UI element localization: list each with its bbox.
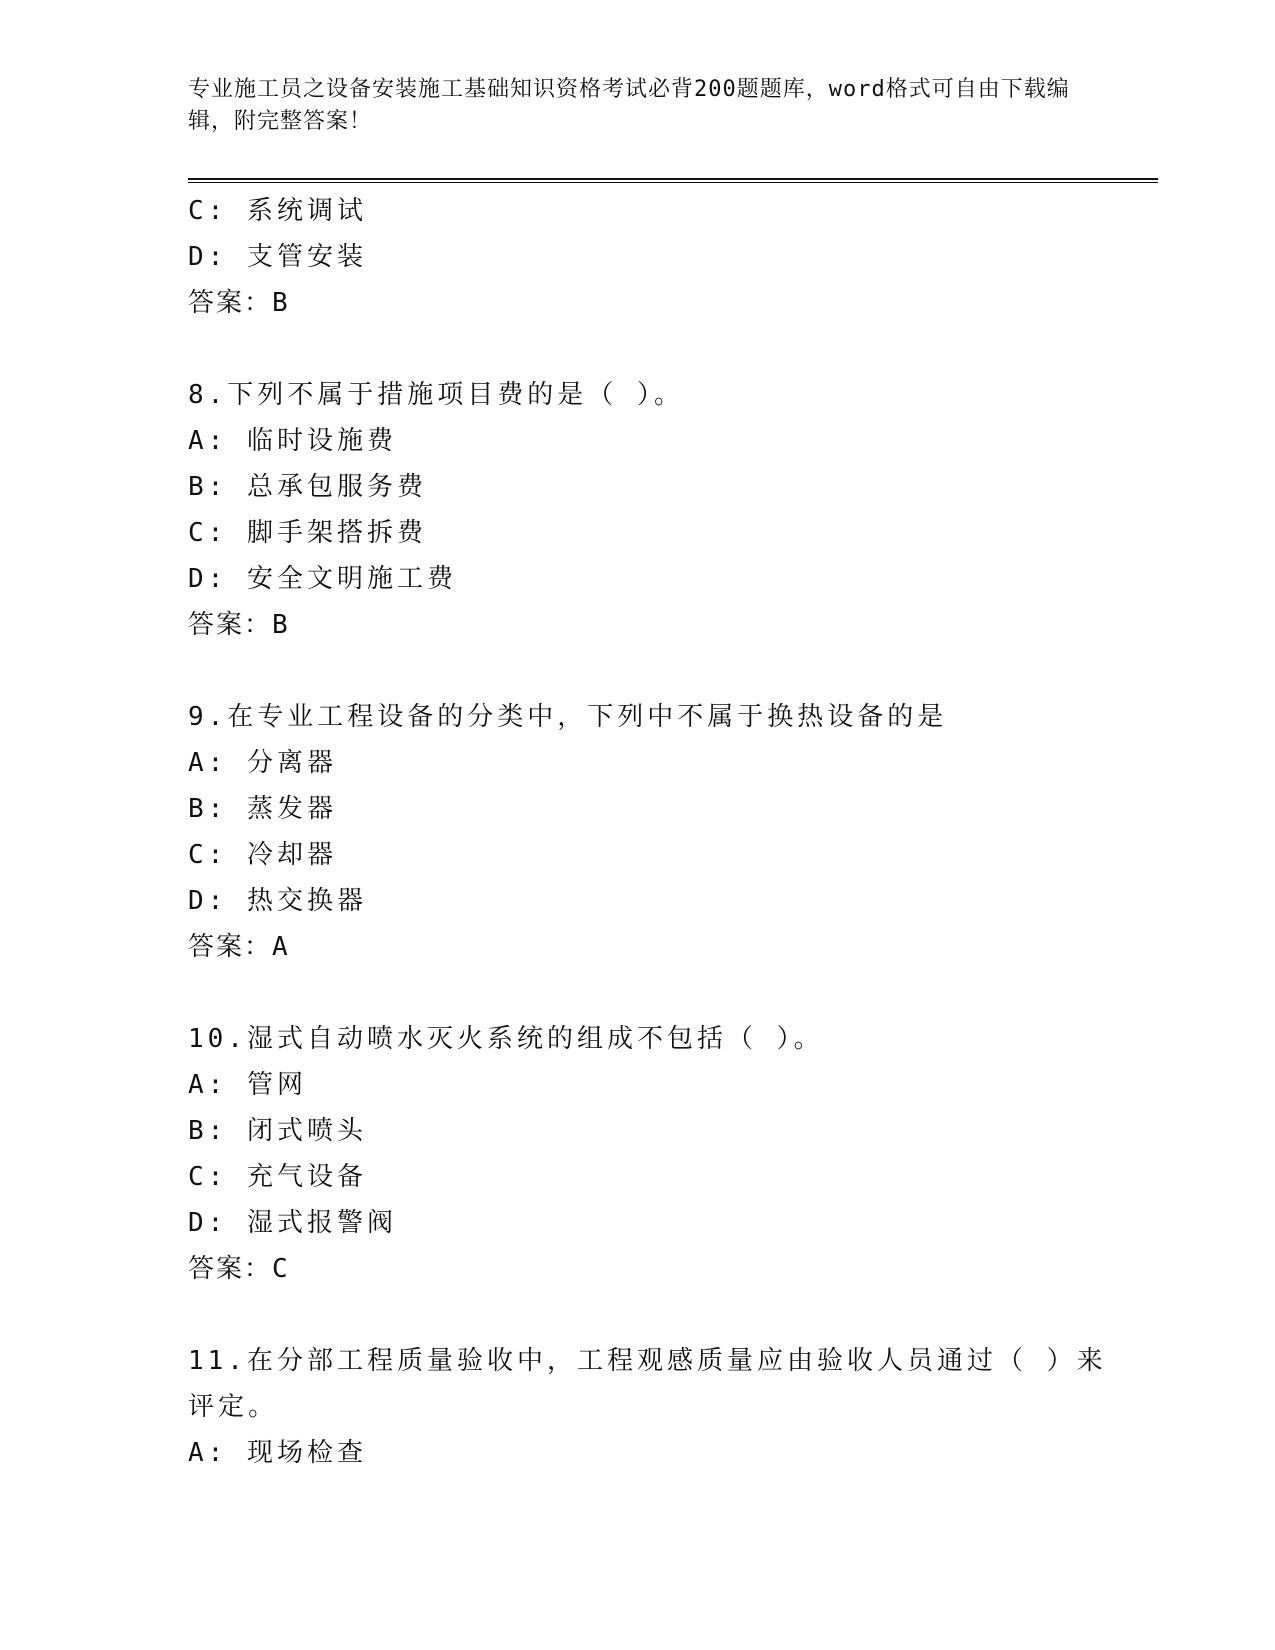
option-c: C: 脚手架搭拆费 [188,518,427,548]
option-c: C: 充气设备 [188,1162,367,1192]
document-title: 专业施工员之设备安装施工基础知识资格考试必背200题题库，word格式可自由下载编辑，附完整答案！ [188,77,1070,134]
answer: 答案：B [188,610,290,640]
header-divider [188,178,1158,183]
option-b: B: 蒸发器 [188,794,337,824]
question-8 [188,372,1088,648]
question-9 [188,694,1088,970]
document-page [188,0,1158,1650]
answer: 答案：C [188,1254,290,1284]
option-c-q7: C: 系统调试 [188,196,367,226]
option-c: C: 冷却器 [188,840,337,870]
question-stem-line-1: 11.在分部工程质量验收中，工程观感质量应由验收人员通过（ ）来 [188,1346,1107,1376]
question-10 [188,1016,1088,1292]
question-stem: 9.在专业工程设备的分类中，下列中不属于换热设备的是 [188,702,948,732]
option-d: D: 安全文明施工费 [188,564,457,594]
option-a: A: 临时设施费 [188,426,397,456]
option-b: B: 闭式喷头 [188,1116,367,1146]
question-stem-line-2: 评定。 [188,1392,279,1422]
question-11 [188,1338,1107,1476]
option-a: A: 现场检查 [188,1438,367,1468]
option-a: A: 管网 [188,1070,307,1100]
question-stem: 10.湿式自动喷水灭火系统的组成不包括（ ）。 [188,1024,824,1054]
option-b: B: 总承包服务费 [188,472,427,502]
option-d: D: 湿式报警阀 [188,1208,397,1238]
answer: 答案：A [188,932,290,962]
option-d-q7: D: 支管安装 [188,242,367,272]
question-list [188,188,1107,1476]
option-d: D: 热交换器 [188,886,367,916]
question-stem: 8.下列不属于措施项目费的是（ ）。 [188,380,684,410]
option-a: A: 分离器 [188,748,337,778]
answer-q7: 答案：B [188,288,290,318]
